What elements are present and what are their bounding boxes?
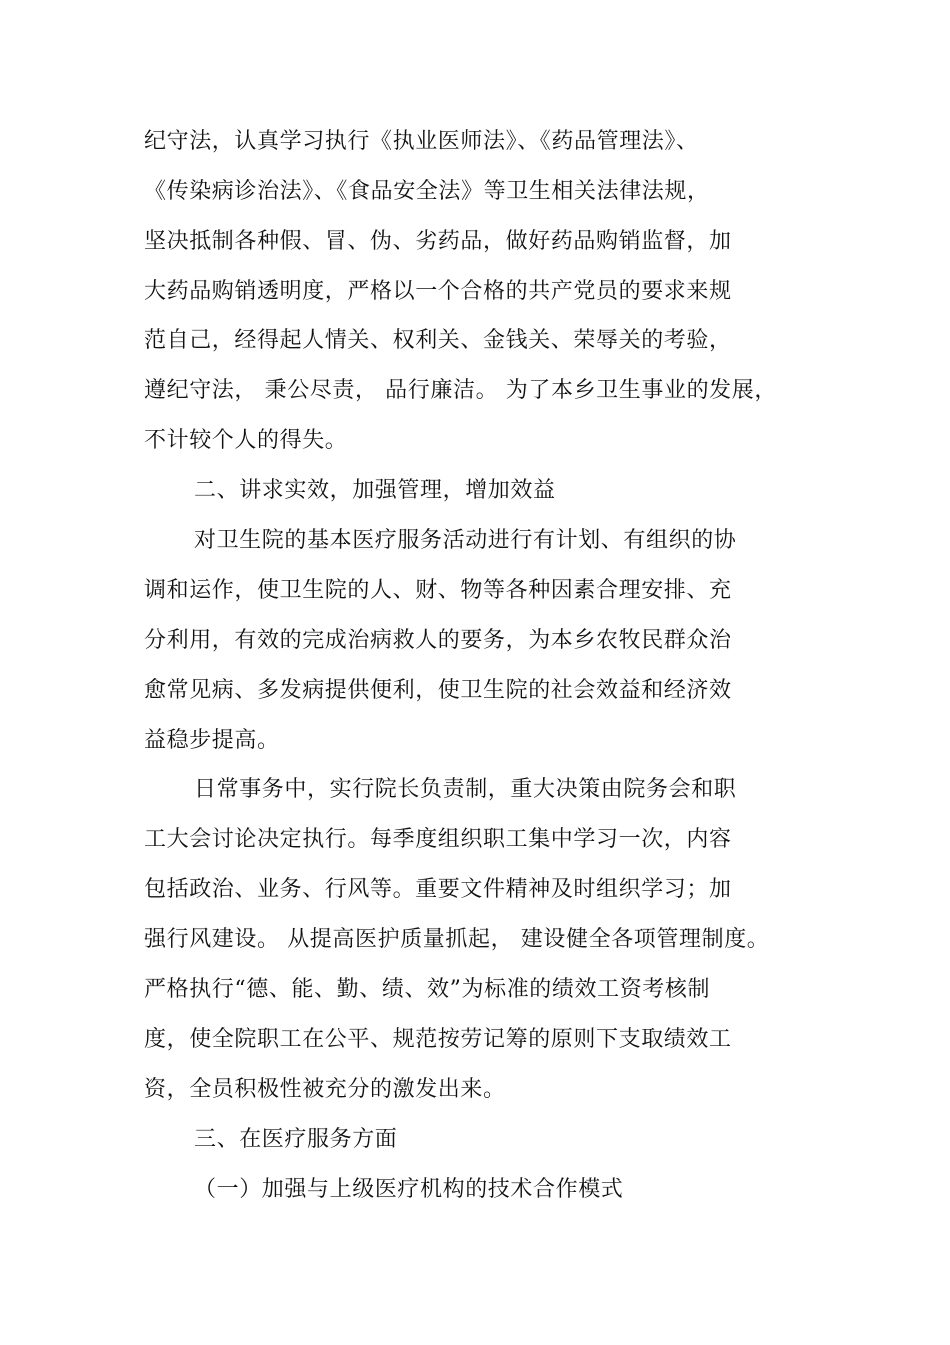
section-heading: 二、讲求实效，加强管理，增加效益 <box>194 478 556 503</box>
body-text-line: 包括政治、业务、行风等。重要文件精神及时组织学习；加 <box>144 877 732 902</box>
body-text-line: 范自己，经得起人情关、权利关、金钱关、荣辱关的考验， <box>144 328 732 353</box>
body-text-line: 强行风建设。 从提高医护质量抓起， 建设健全各项管理制度。 <box>144 927 770 952</box>
section-heading: 三、在医疗服务方面 <box>194 1127 398 1152</box>
body-text-line: 坚决抵制各种假、冒、伪、劣药品，做好药品购销监督，加 <box>144 229 732 254</box>
body-text-line: 纪守法，认真学习执行《执业医师法》、《药品管理法》、 <box>144 129 699 154</box>
body-text-line: 工大会讨论决定执行。每季度组织职工集中学习一次，内容 <box>144 827 732 852</box>
paragraph-first-line: 对卫生院的基本医疗服务活动进行有计划、有组织的协 <box>194 528 737 553</box>
body-text-line: 度，使全院职工在公平、规范按劳记筹的原则下支取绩效工 <box>144 1027 732 1052</box>
body-text-line: 资，全员积极性被充分的激发出来。 <box>144 1077 506 1102</box>
body-text-line: 益稳步提高。 <box>144 728 280 753</box>
body-text-line: 愈常见病、多发病提供便利，使卫生院的社会效益和经济效 <box>144 678 732 703</box>
body-text-line: 分利用，有效的完成治病救人的要务，为本乡农牧民群众治 <box>144 628 732 653</box>
body-text-line: 遵纪守法， 秉公尽责， 品行廉洁。 为了本乡卫生事业的发展， <box>144 378 777 403</box>
body-text-line: 严格执行“德、能、勤、绩、效”为标准的绩效工资考核制 <box>144 977 711 1002</box>
body-text-line: 调和运作，使卫生院的人、财、物等各种因素合理安排、充 <box>144 578 732 603</box>
body-text-line: 《传染病诊治法》、《食品安全法》等卫生相关法律法规， <box>144 179 710 204</box>
paragraph-first-line: 日常事务中，实行院长负责制，重大决策由院务会和职 <box>194 777 737 802</box>
subsection-heading: （一）加强与上级医疗机构的技术合作模式 <box>194 1177 624 1202</box>
body-text-line: 不计较个人的得失。 <box>144 428 348 453</box>
body-text-line: 大药品购销透明度，严格以一个合格的共产党员的要求来规 <box>144 279 732 304</box>
